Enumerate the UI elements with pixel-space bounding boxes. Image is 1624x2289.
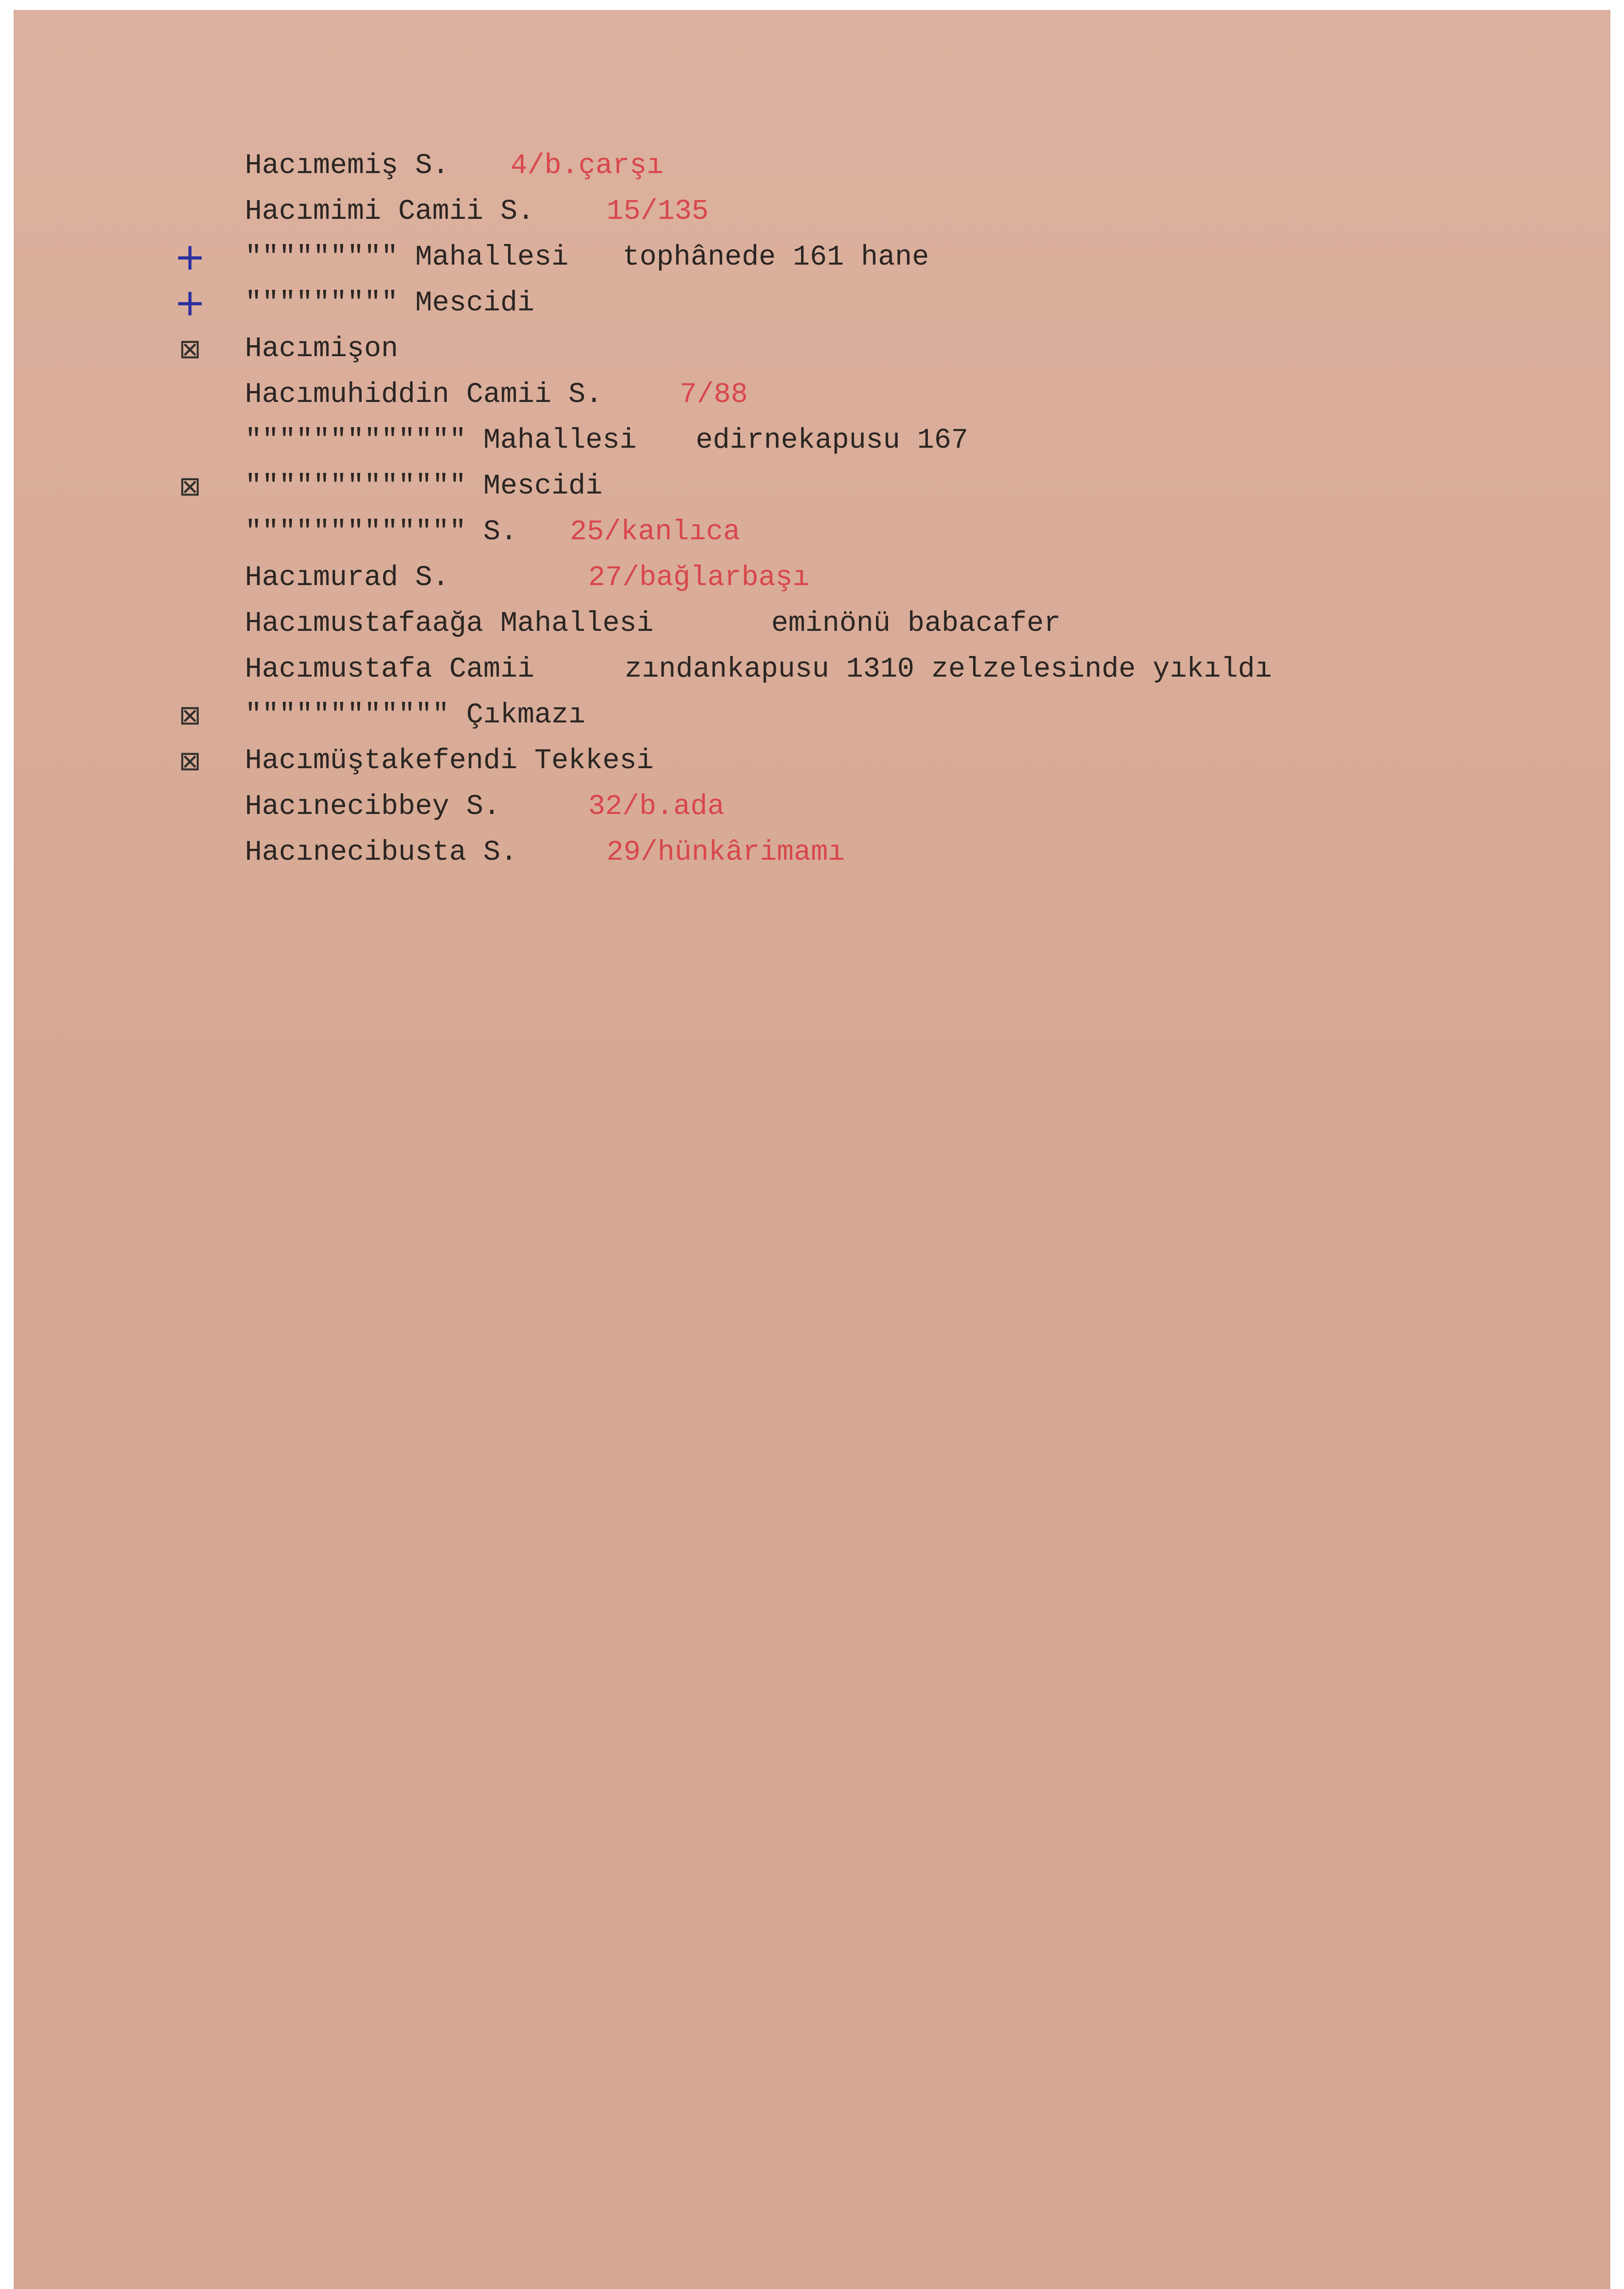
entry-name: Hacınecibusta S. (245, 836, 518, 868)
entry-name: Hacımurad S. (245, 561, 449, 594)
entry-name: Hacımemiş S. (245, 149, 449, 182)
entry-reference: 15/135 (606, 195, 709, 228)
entry-name: """"""""""""" Mescidi (245, 470, 603, 502)
index-card-entries (14, 10, 1610, 926)
entry-reference: 29/hünkârimamı (606, 836, 845, 868)
entry-name: Hacınecibbey S. (245, 790, 501, 823)
paper-sheet (14, 10, 1610, 2289)
entry-row (14, 646, 1524, 692)
entry-name: """"""""""""" S. (245, 515, 518, 548)
entry-name: """"""""" Mescidi (245, 287, 535, 319)
entry-reference: 4/b.çarşı (510, 149, 664, 182)
entry-row (14, 692, 1524, 738)
entry-name: Hacımişon (245, 332, 398, 365)
entry-name: """"""""""""" Mahallesi (245, 424, 637, 456)
cross-mark-icon: + (174, 235, 206, 279)
entry-row (14, 418, 1524, 463)
entry-reference: 27/bağlarbaşı (588, 561, 810, 594)
entry-row (14, 555, 1524, 601)
entry-row (14, 738, 1524, 784)
cross-mark-icon: + (174, 281, 206, 325)
entry-row (14, 326, 1524, 372)
entry-reference: 32/b.ada (588, 790, 725, 823)
entry-name: Hacımustafa Camii (245, 653, 535, 685)
entry-row (14, 509, 1524, 555)
entry-row (14, 463, 1524, 509)
entry-name: Hacımimi Camii S. (245, 195, 535, 228)
stamp-mark-icon: ⊠ (179, 333, 201, 364)
entry-detail: tophânede 161 hane (623, 241, 929, 273)
entry-reference: 7/88 (680, 378, 748, 411)
entry-row (14, 280, 1524, 326)
entry-detail: zındankapusu 1310 zelzelesinde yıkıldı (625, 653, 1272, 685)
entry-name: Hacımüştakefendi Tekkesi (245, 744, 654, 777)
entry-row (14, 189, 1524, 234)
entry-name: """"""""" Mahallesi (245, 241, 568, 273)
entry-detail: eminönü babacafer (771, 607, 1061, 640)
stamp-mark-icon: ⊠ (179, 700, 201, 731)
entry-name: Hacımustafaağa Mahallesi (245, 607, 654, 640)
entry-row (14, 372, 1524, 418)
entry-row (14, 830, 1524, 875)
entry-row (14, 601, 1524, 646)
entry-name: """""""""""" Çıkmazı (245, 699, 586, 731)
stamp-mark-icon: ⊠ (179, 745, 201, 776)
entry-row (14, 143, 1524, 189)
entry-detail: edirnekapusu 167 (696, 424, 969, 456)
stamp-mark-icon: ⊠ (179, 471, 201, 502)
entry-name: Hacımuhiddin Camii S. (245, 378, 603, 411)
entry-reference: 25/kanlıca (570, 515, 741, 548)
entry-row (14, 234, 1524, 280)
entry-row (14, 784, 1524, 830)
